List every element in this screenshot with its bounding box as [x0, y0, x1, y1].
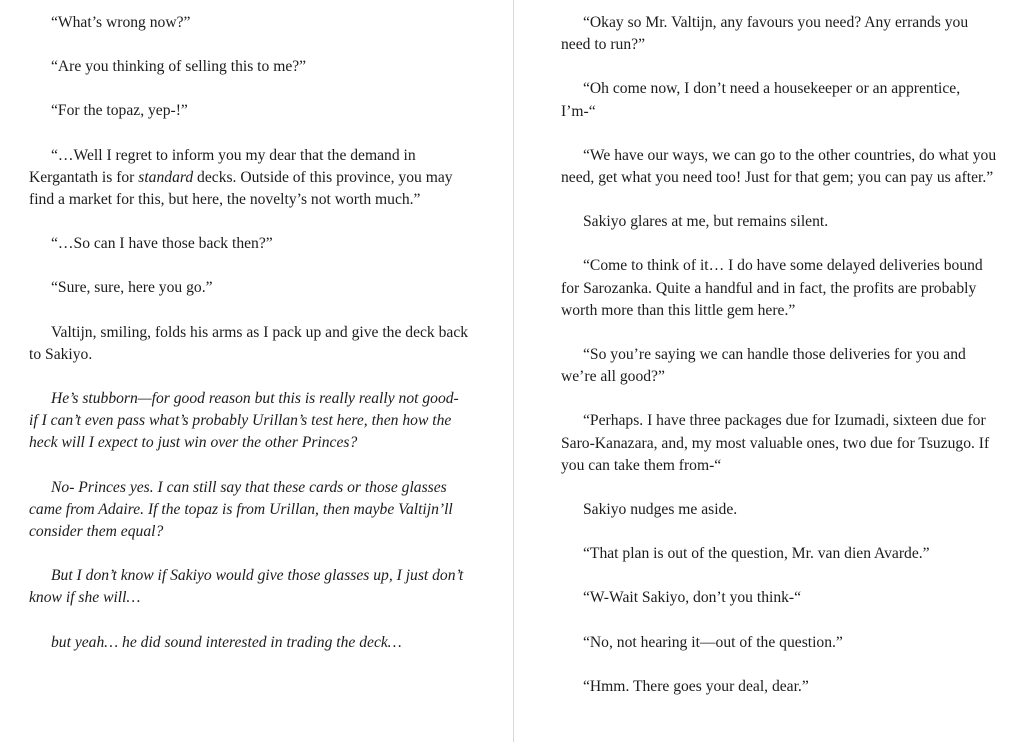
paragraph: “Hmm. There goes your deal, dear.”: [583, 677, 809, 695]
paragraph-italic: No- Princes yes. I can still say that these cards or those glasses came from Adaire. If the topaz is from Urillan, then maybe Valtijn’ll consider them equal?: [29, 478, 453, 541]
page-divider: [513, 0, 514, 742]
paragraph: “…So can I have those back then?”: [51, 235, 273, 253]
paragraph: “Okay so Mr. Valtijn, any favours you need? Any errands you need to run?”: [561, 14, 969, 54]
right-page: [561, 12, 997, 720]
paragraph: Sakiyo nudges me aside.: [583, 501, 738, 519]
left-page: [29, 12, 471, 676]
paragraph-italic: But I don’t know if Sakiyo would give those glasses up, I just don’t know if she will…: [29, 567, 464, 607]
paragraph: “Oh come now, I don’t need a housekeeper or an apprentice, I’m-“: [561, 80, 961, 120]
paragraph: Valtijn, smiling, folds his arms as I pack up and give the deck back to Sakiyo.: [29, 323, 469, 363]
paragraph: “W-Wait Sakiyo, don’t you think-“: [583, 589, 802, 607]
paragraph: “Come to think of it… I do have some delayed deliveries bound for Sarozanka. Quite a handful and in fact, the profits are probably worth more than this little gem here.”: [561, 257, 983, 319]
paragraph: “Perhaps. I have three packages due for Izumadi, sixteen due for Saro-Kanazara, and, my most valuable ones, two due for Tsuzugo. If you can take them from-“: [561, 412, 990, 474]
paragraph: Sakiyo glares at me, but remains silent.: [583, 213, 829, 231]
text-run: “…Well I regret to inform you my dear that the demand in Kergantath is for: [29, 146, 416, 186]
paragraph: “Sure, sure, here you go.”: [51, 279, 213, 297]
paragraph: “We have our ways, we can go to the other countries, do what you need, get what you need too! Just for that gem; you can pay us after.”: [561, 146, 997, 187]
paragraph: “No, not hearing it—out of the question.”: [583, 633, 843, 651]
paragraph: “That plan is out of the question, Mr. van dien Avarde.”: [583, 545, 930, 563]
paragraph: “For the topaz, yep-!”: [51, 102, 188, 120]
emphasis-run: standard: [138, 168, 194, 186]
paragraph: “What’s wrong now?”: [51, 14, 191, 31]
paragraph-italic: He’s stubborn—for good reason but this is really really not good- if I can’t even pass what’s probably Urillan’s test here, then how the heck will I expect to just win over the other Princes?: [29, 390, 459, 452]
paragraph-italic: but yeah… he did sound interested in trading the deck…: [51, 633, 402, 651]
paragraph: “Are you thinking of selling this to me?”: [51, 58, 307, 76]
paragraph: [29, 145, 471, 212]
paragraph: “So you’re saying we can handle those deliveries for you and we’re all good?”: [561, 346, 966, 386]
text-run: decks. Outside of this province, you may find a market for this, but here, the novelty’s not worth much.”: [29, 168, 453, 209]
